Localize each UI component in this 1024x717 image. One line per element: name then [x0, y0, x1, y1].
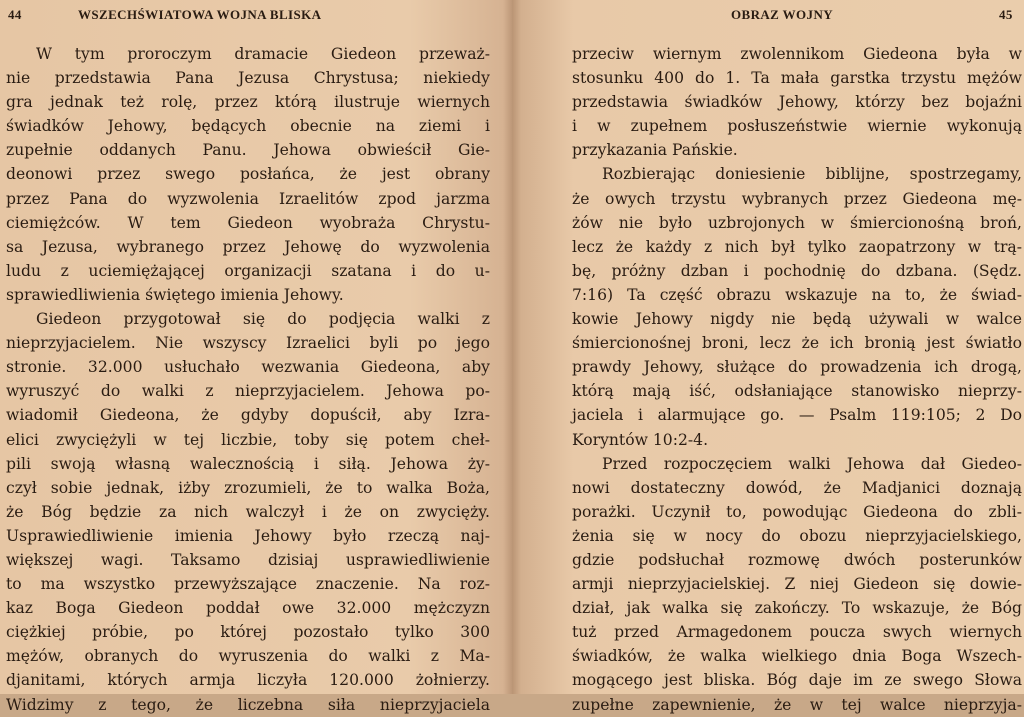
text-line: armji nieprzyjacielskiej. Z niej Giedeon się dowie-	[572, 575, 1022, 594]
text-line: ciężkiej próbie, po której pozostało tylko 300	[6, 623, 490, 642]
text-line: żenia się w nocy do obozu nieprzyjacielskiego,	[572, 526, 1022, 545]
text-line: że owych trzystu wybranych przez Giedeona mę-	[572, 189, 1022, 208]
text-line: tuż przed Armagedonem poucza swych wiernych	[572, 623, 1022, 642]
running-head: OBRAZ WOJNY	[731, 7, 834, 22]
page-number: 44	[8, 7, 22, 22]
text-line: nowi dostateczny dowód, że Madjanici doznają	[572, 478, 1022, 497]
text-line: sprawiedliwienia świętego imienia Jehowy.	[6, 285, 344, 304]
text-line: świadków, że walka wielkiego dnia Boga Wszech-	[572, 647, 1022, 666]
page-body	[6, 42, 490, 717]
text-line: porażki. Uczynił to, powodując Giedeona do zbli-	[572, 502, 1022, 521]
text-line: przykazania Pańskie.	[572, 141, 738, 160]
text-line: świadków Jehowy, będących obecnie na ziemi i	[6, 117, 490, 136]
text-line: 7:16) Ta część obrazu wskazuje na to, że świad-	[572, 285, 1022, 304]
text-line: djanitami, których armja liczyła 120.000 żołnierzy.	[6, 671, 490, 690]
text-line: śmiercionośnej broni, lecz że ich bronią jest światło	[572, 334, 1022, 353]
text-line: deonowi przez swego posłańca, że jest obrany	[6, 165, 490, 184]
text-line: Usprawiedliwienie imienia Jehowy było rzeczą naj-	[6, 526, 490, 545]
text-line: że Bóg będzie za nich walczył i że on zwycięży.	[6, 502, 490, 521]
text-line: nie przedstawia Pana Jezusa Chrystusa; niekiedy	[6, 69, 490, 88]
text-line: lecz że każdy z nich był tylko zaopatrzony w trą-	[572, 237, 1022, 256]
text-line: stronie. 32.000 usłuchało wezwania Giedeona, aby	[6, 358, 490, 377]
text-line: większej wagi. Taksamo dzisiaj usprawiedliwienie	[6, 550, 490, 569]
text-line: kowie Jehowy nigdy nie będą używali w walce	[572, 310, 1022, 329]
text-line: przedstawia świadków Jehowy, którzy bez bojaźni	[572, 93, 1022, 112]
text-line: i w zupełnem posłuszeństwie wiernie wykonują	[572, 117, 1022, 136]
text-line: Koryntów 10:2-4.	[572, 430, 709, 449]
text-line: Widzimy z tego, że liczebna siła nieprzyjaciela	[6, 695, 490, 714]
text-line: jaciela i alarmujące go. — Psalm 119:105; 2 Do	[572, 406, 1022, 425]
text-line: którą mają iść, odsłaniające stanowisko nieprzy-	[572, 382, 1022, 401]
text-line: gra jednak też rolę, przez którą ilustruje wiernych	[6, 93, 490, 112]
text-line: przeciw wiernym zwolennikom Giedeona była w	[572, 45, 1022, 63]
text-line: to ma wszystko przewyższające znaczenie. Na roz-	[6, 575, 490, 594]
text-line: ludu z uciemiężającej organizacji szatana i do u-	[6, 261, 490, 280]
right-page	[512, 0, 1024, 714]
text-line: gdzie podsłuchał rozmowę dwóch posterunków	[572, 550, 1022, 569]
text-line: żów nie było uzbrojonych w śmiercionośną broń,	[572, 213, 1022, 232]
page-number: 45	[999, 7, 1013, 22]
text-line: elici zwyciężyli w tej liczbie, toby się potem cheł-	[6, 430, 490, 449]
text-line: przez Pana do wyzwolenia Izraelitów zpod jarzma	[6, 189, 490, 208]
text-line: wyruszyć do walki z nieprzyjacielem. Jehowa po-	[6, 382, 490, 401]
text-line: ciemiężców. W tem Giedeon wyobraża Chrystu-	[6, 213, 490, 232]
text-line: wiadomił Giedeona, że gdyby dopuścił, aby Izra-	[6, 406, 490, 425]
text-line: zupełne zapewnienie, że w tej walce nieprzyja-	[572, 695, 1022, 714]
text-line: Przed rozpoczęciem walki Jehowa dał Giedeo-	[602, 454, 1022, 473]
text-line: stosunku 400 do 1. Ta mała garstka trzystu mężów	[572, 69, 1022, 88]
text-line: mężów, obranych do wyruszenia do walki z Ma-	[6, 647, 490, 666]
text-line: Rozbierając doniesienie biblijne, spostrzegamy,	[602, 165, 1022, 184]
text-line: prawdy Jehowy, służące do prowadzenia ich drogą,	[572, 358, 1022, 377]
text-line: nieprzyjacielem. Nie wszyscy Izraelici byli po jego	[6, 334, 490, 353]
text-line: zupełnie oddanych Panu. Jehowa obwieścił Gie-	[6, 141, 490, 160]
text-line: bę, próżny dzban i pochodnię do dzbana. (Sędz.	[572, 261, 1022, 280]
text-line: mogącego jest bliska. Bóg daje im ze swego Słowa	[572, 671, 1022, 690]
text-line: czył sobie jednak, iżby zrozumieli, że to walka Boża,	[6, 478, 490, 497]
text-line: sa Jezusa, wybranego przez Jehowę do wyzwolenia	[6, 237, 490, 256]
left-page	[0, 0, 512, 714]
running-head: WSZECHŚWIATOWA WOJNA BLISKA	[78, 7, 322, 22]
text-line: pili swoją własną walecznością i siłą. Jehowa ży-	[6, 454, 490, 473]
text-line: W tym proroczym dramacie Giedeon przeważ-	[36, 45, 490, 63]
text-line: Giedeon przygotował się do podjęcia walki z	[36, 310, 490, 329]
text-line: dział, jak walka się zakończy. To wskazuje, że Bóg	[572, 599, 1022, 618]
page-body	[572, 42, 1022, 717]
text-line: kaz Boga Giedeon poddał owe 32.000 mężczyzn	[6, 599, 490, 618]
